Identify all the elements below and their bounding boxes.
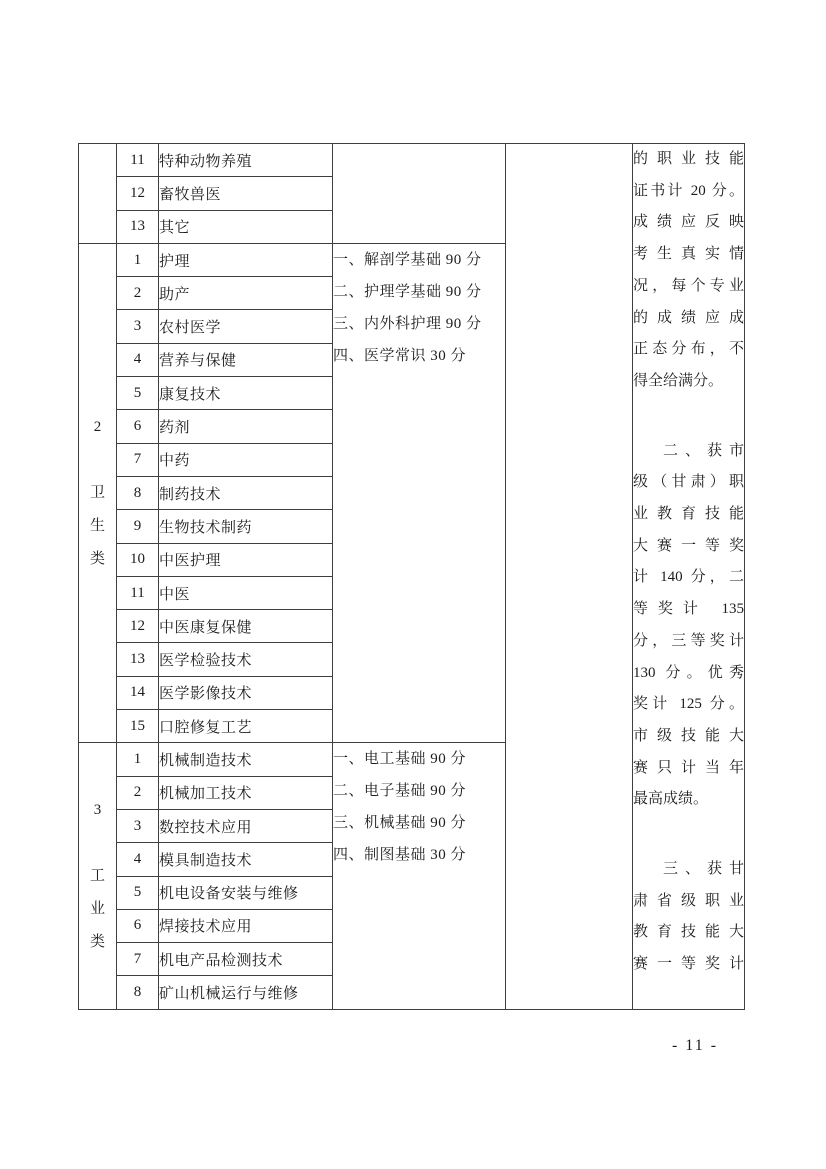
row-number-cell: 11 (117, 144, 159, 177)
exam-subject-line: 二、护理学基础 90 分 (333, 283, 482, 300)
specialty-name-cell: 口腔修复工艺 (159, 710, 333, 743)
scoring-notes-cell (633, 144, 745, 1010)
specialty-name-cell: 中医护理 (159, 543, 333, 576)
specialty-name-cell: 医学影像技术 (159, 676, 333, 709)
row-number-cell: 1 (117, 743, 159, 776)
row-number-cell: 8 (117, 476, 159, 509)
specialty-name-cell: 营养与保健 (159, 343, 333, 376)
notes-line: 等奖计 135 (633, 601, 744, 618)
specialty-name-cell: 中医康复保健 (159, 610, 333, 643)
row-number-cell: 4 (117, 343, 159, 376)
specialty-name-cell: 制药技术 (159, 476, 333, 509)
row-number-cell: 7 (117, 443, 159, 476)
exam-subject-line: 二、电子基础 90 分 (333, 783, 467, 800)
notes-line: 计 140 分，二 (633, 569, 744, 586)
specialty-name-cell: 其它 (159, 210, 333, 243)
category-spacer (79, 444, 116, 477)
row-number-cell: 2 (117, 776, 159, 809)
row-number-cell: 3 (117, 809, 159, 842)
row-number-cell: 11 (117, 576, 159, 609)
specialty-name-cell: 特种动物养殖 (159, 144, 333, 177)
empty-column-cell (506, 144, 633, 1010)
row-number-cell: 1 (117, 243, 159, 276)
row-number-cell: 4 (117, 843, 159, 876)
row-number-cell: 3 (117, 310, 159, 343)
row-number-cell: 7 (117, 943, 159, 976)
exam-subject-line: 三、内外科护理 90 分 (333, 315, 482, 332)
specialty-name-cell: 畜牧兽医 (159, 177, 333, 210)
page-number: - 11 - (671, 1037, 719, 1054)
notes-line: 三、获甘 (663, 861, 744, 878)
row-number-cell: 2 (117, 277, 159, 310)
category-number: 2 (93, 418, 102, 435)
specialty-name-cell: 模具制造技术 (159, 843, 333, 876)
specialty-name-cell: 护理 (159, 243, 333, 276)
row-number-cell: 6 (117, 410, 159, 443)
notes-paragraph (633, 854, 744, 981)
notes-line: 教育技能大 (633, 924, 744, 941)
specialty-table (78, 143, 745, 1010)
category-number: 3 (93, 801, 102, 818)
specialty-name-cell: 中医 (159, 576, 333, 609)
category-char: 业 (89, 900, 105, 917)
notes-line: 得全给满分。 (633, 372, 724, 389)
notes-line: 赛只计当年 (633, 759, 744, 776)
specialty-table-body (79, 144, 745, 1010)
specialty-name-cell: 康复技术 (159, 377, 333, 410)
notes-line: 的成绩应成 (633, 309, 744, 326)
row-number-cell: 5 (117, 876, 159, 909)
notes-line: 赛一等奖计 (633, 956, 744, 973)
category-char: 类 (89, 550, 105, 567)
row-number-cell: 8 (117, 976, 159, 1010)
exam-subject-line: 四、制图基础 30 分 (333, 847, 467, 864)
category-cell (79, 743, 117, 1010)
specialty-name-cell: 医学检验技术 (159, 643, 333, 676)
specialty-name-cell: 生物技术制药 (159, 510, 333, 543)
notes-line: 130 分。优秀 (633, 664, 744, 681)
row-number-cell: 13 (117, 643, 159, 676)
row-number-cell: 14 (117, 676, 159, 709)
exam-subject-line: 三、机械基础 90 分 (333, 815, 467, 832)
specialty-name-cell: 机电设备安装与维修 (159, 876, 333, 909)
notes-line: 二、获市 (663, 442, 744, 459)
exam-subjects-cell (333, 144, 506, 244)
category-char: 生 (89, 517, 105, 534)
category-cell (79, 144, 117, 244)
row-number-cell: 13 (117, 210, 159, 243)
row-number-cell: 15 (117, 710, 159, 743)
notes-line: 正态分布，不 (633, 341, 744, 358)
specialty-name-cell: 助产 (159, 277, 333, 310)
row-number-cell: 5 (117, 377, 159, 410)
exam-subject-line: 一、解剖学基础 90 分 (333, 251, 482, 268)
notes-line: 业教育技能 (633, 506, 744, 523)
notes-line: 考生真实情 (633, 246, 744, 263)
notes-line: 成绩应反映 (633, 214, 744, 231)
specialty-name-cell: 数控技术应用 (159, 809, 333, 842)
notes-line: 市级技能大 (633, 727, 744, 744)
exam-subject-line: 一、电工基础 90 分 (333, 751, 467, 768)
specialty-name-cell: 农村医学 (159, 310, 333, 343)
notes-line: 奖计 125 分。 (633, 696, 744, 713)
specialty-name-cell: 焊接技术应用 (159, 909, 333, 942)
notes-line: 的职业技能 (633, 151, 744, 167)
notes-line: 最高成绩。 (633, 791, 709, 808)
notes-paragraph (633, 436, 744, 816)
exam-subjects-cell (333, 743, 506, 1010)
notes-line: 分，三等奖计 (633, 632, 744, 649)
category-char: 工 (89, 867, 105, 884)
exam-subject-line: 四、医学常识 30 分 (333, 347, 467, 364)
specialty-name-cell: 机电产品检测技术 (159, 943, 333, 976)
specialty-name-cell: 矿山机械运行与维修 (159, 976, 333, 1010)
category-cell (79, 243, 117, 742)
table-row (79, 144, 745, 177)
notes-line: 肃省级职业 (633, 892, 744, 909)
row-number-cell: 10 (117, 543, 159, 576)
row-number-cell: 12 (117, 610, 159, 643)
row-number-cell: 12 (117, 177, 159, 210)
notes-line: 况，每个专业 (633, 277, 744, 294)
specialty-name-cell: 机械加工技术 (159, 776, 333, 809)
specialty-name-cell: 机械制造技术 (159, 743, 333, 776)
category-char: 卫 (89, 484, 105, 501)
notes-line: 级（甘肃）职 (633, 474, 744, 491)
category-spacer (79, 827, 116, 860)
exam-subjects-cell (333, 243, 506, 742)
row-number-cell: 9 (117, 510, 159, 543)
category-char: 类 (89, 933, 105, 950)
specialty-name-cell: 药剂 (159, 410, 333, 443)
notes-paragraph (633, 144, 744, 398)
notes-line: 大赛一等奖 (633, 537, 744, 554)
specialty-name-cell: 中药 (159, 443, 333, 476)
row-number-cell: 6 (117, 909, 159, 942)
notes-line: 证书计 20 分。 (633, 182, 744, 199)
